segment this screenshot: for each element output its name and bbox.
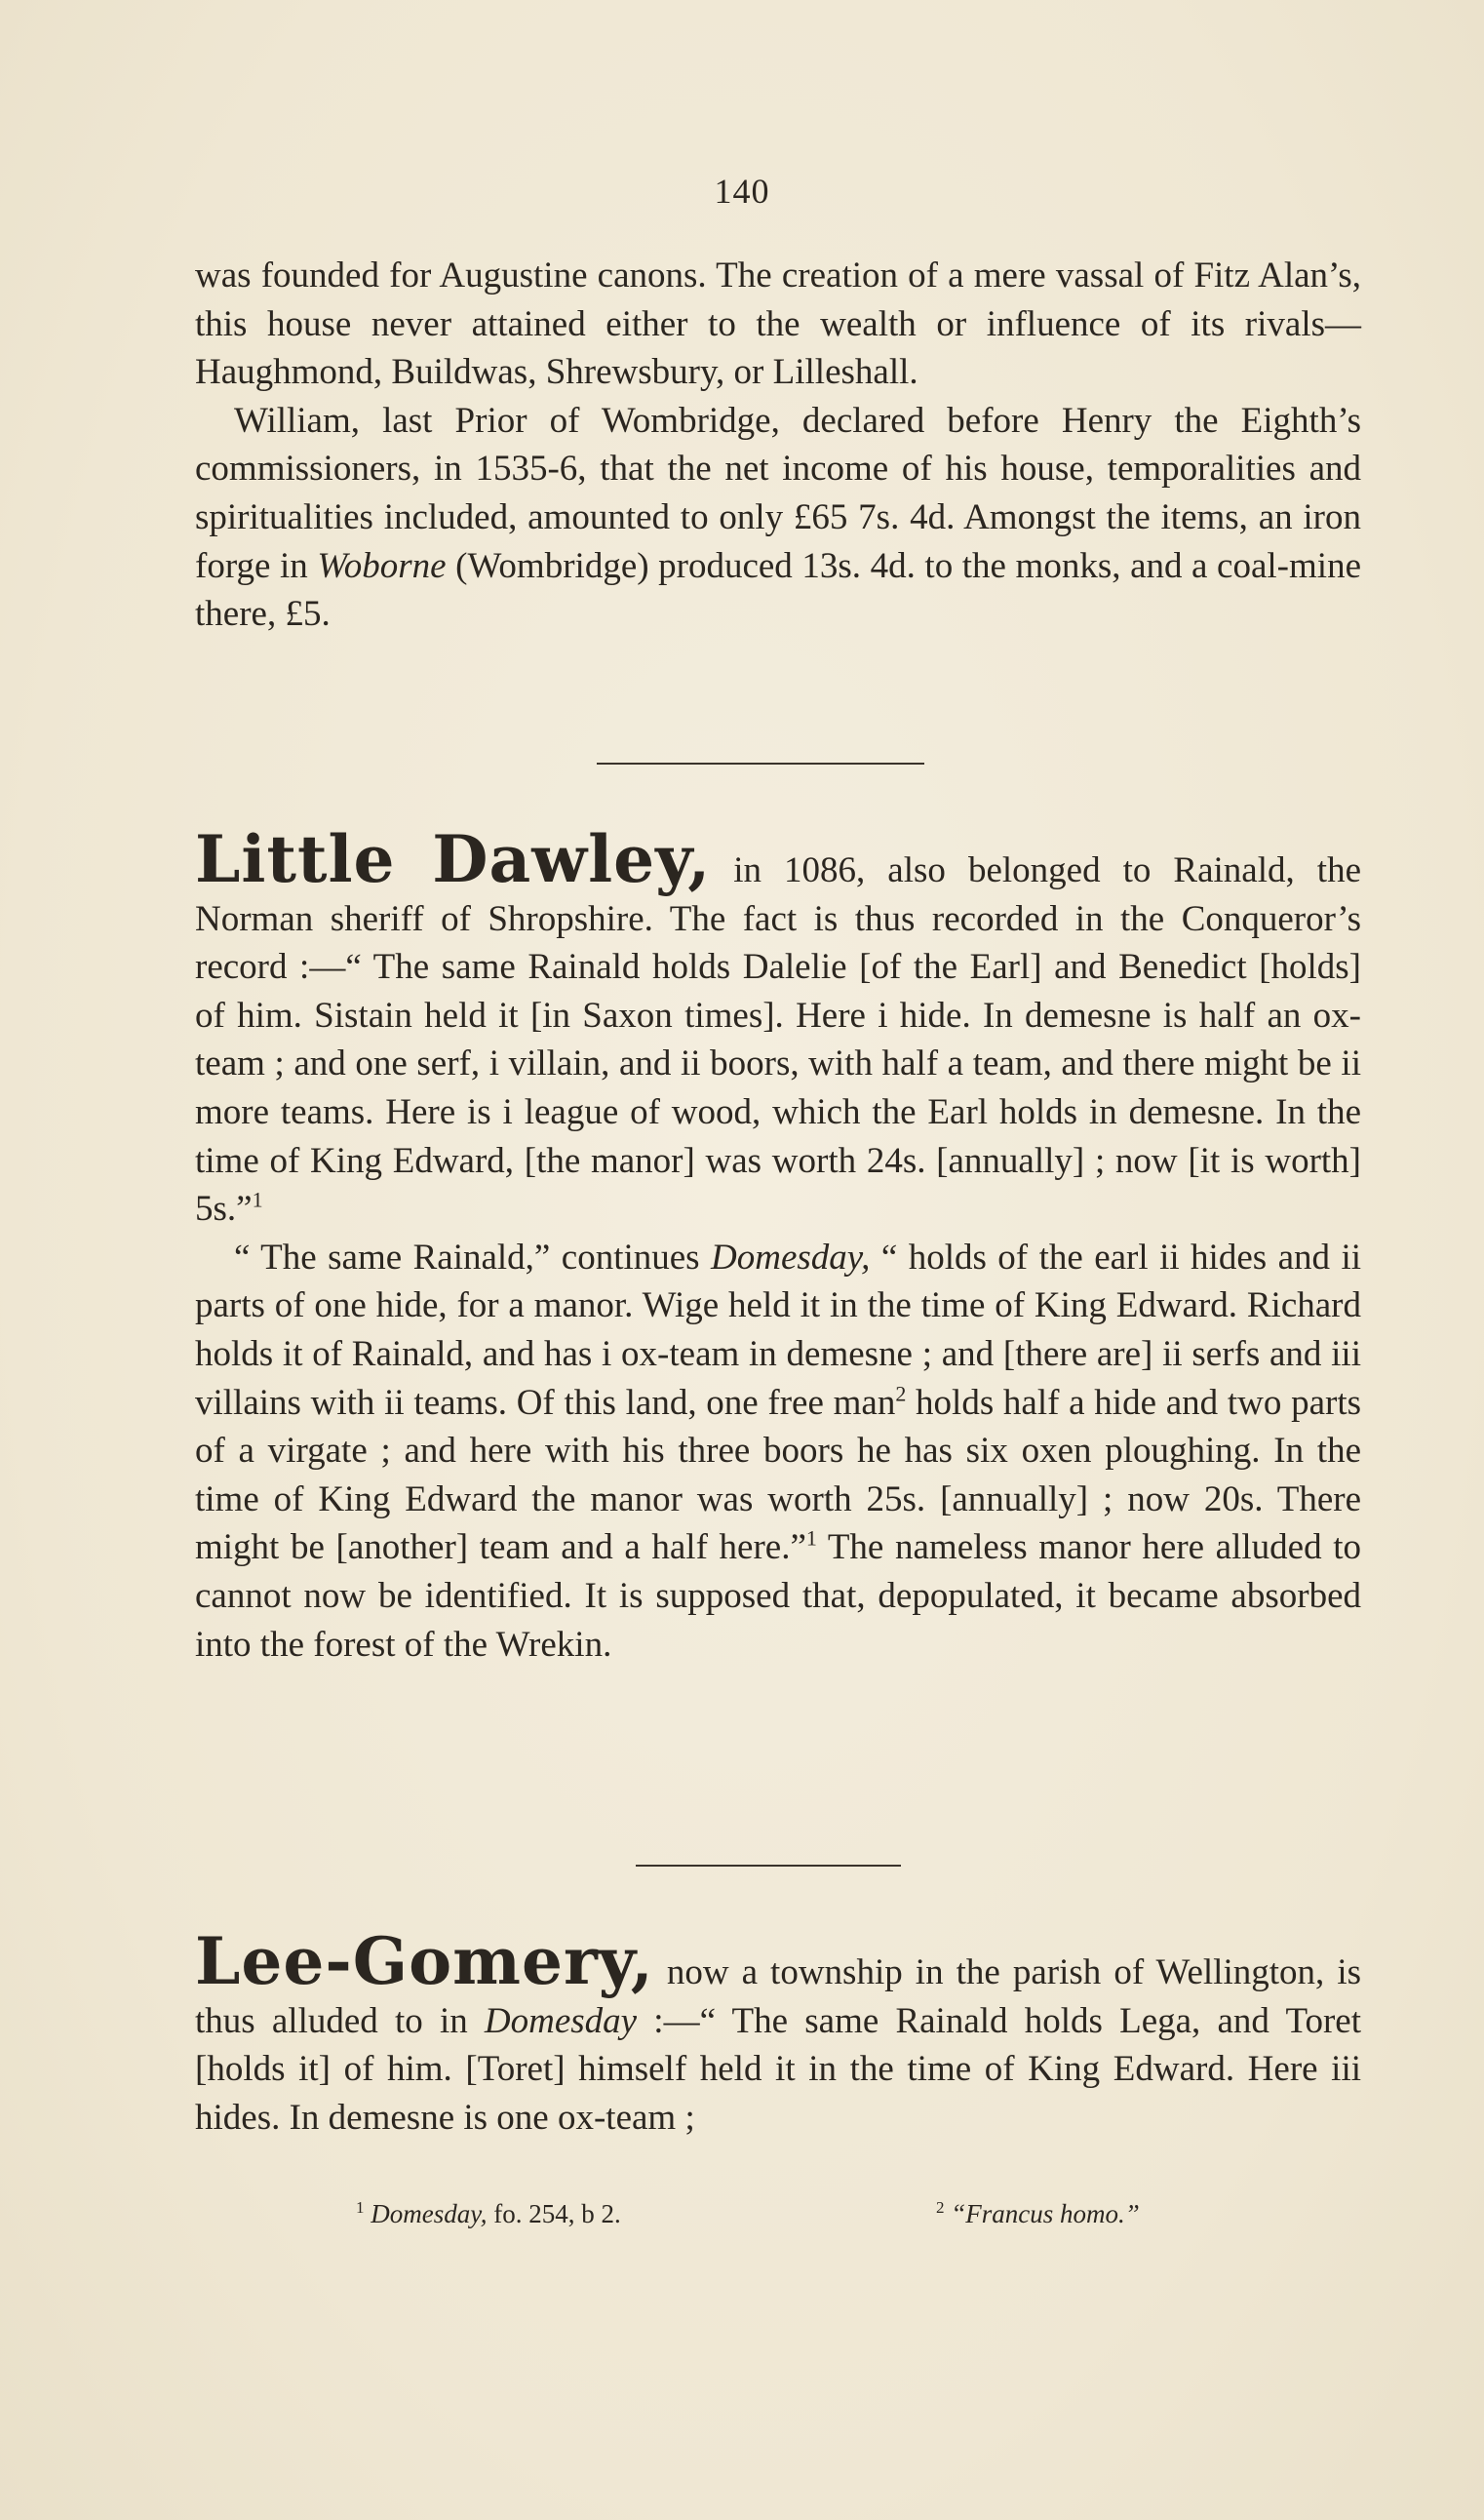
footnotes xyxy=(0,2199,1484,2238)
paragraph-text: :—“ The same Rainald holds Lega, and Toret [holds it] of him. [Toret] himself held it in the time of King Edward. Here iii hides. In demesne is one ox-team ; xyxy=(195,2000,1361,2138)
footnote-2 xyxy=(936,2199,1140,2229)
paragraph-text: “ holds of the earl ii hides and ii parts of one hide, for a manor. Wige held it in the time of King Edward. Richard holds it of Rainald, and has i ox-team in demesne ; and [there are] ii serfs and iii villains with ii teams. Of this land, one free man xyxy=(195,1237,1362,1423)
section-lee-gomery xyxy=(195,1923,1361,2142)
footnote-ref: 1 xyxy=(805,1525,817,1551)
section-heading: Little Dawley, xyxy=(195,821,712,897)
footnote-1 xyxy=(356,2199,621,2229)
paragraph xyxy=(195,1923,1361,2142)
footnote-italic: Domesday, xyxy=(371,2199,488,2228)
paragraph xyxy=(195,821,1361,1234)
paragraph-text: was founded for Augustine canons. The creation of a mere vassal of Fitz Alan’s, this house never attained either to the wealth or influence of its rivals—Haughmond, Buildwas, Shrewsbury, or Lilleshall. xyxy=(195,256,1361,393)
footnote-text: fo. 254, b 2. xyxy=(487,2199,621,2228)
paragraph-text: holds half a hide and two parts of a virgate ; and here with his three boors he has six oxen ploughing. In the time of King Edward the manor was worth 25s. [annually] ; now 20s. There might be [another] team and a half here.” xyxy=(195,1382,1361,1568)
footnote-text: “Francus homo.” xyxy=(951,2199,1140,2228)
paragraph xyxy=(195,397,1361,639)
page-number: 140 xyxy=(714,172,770,211)
footnote-ref: 1 xyxy=(252,1187,263,1212)
italic-title: Domesday, xyxy=(711,1237,871,1278)
footnote-number: 1 xyxy=(356,2198,365,2217)
paragraph-text: in 1086, also belonged to Rainald, the Norman sheriff of Shropshire. The fact is thus recorded in the Conqueror’s record :—“ The same Rainald holds Dalelie [of the Earl] and Benedict [holds] of him. Sistain held it [in Saxon times]. Here i hide. In demesne is half an ox-team ; and one serf, i villain, and ii boors, with half a team, and there might be ii more teams. Here is i league of wood, which the Earl holds in demesne. In the time of King Edward, [the manor] was worth 24s. [annually] ; now [it is worth] 5s.” xyxy=(195,850,1361,1230)
paragraph-text: William, last Prior of Wombridge, declared before Henry the Eighth’s commissioners, in 1535-6, that the net income of his house, temporalities and spiritualities included, amounted to only £65 7s. 4d. Amongst the items, an iron forge in xyxy=(195,400,1361,586)
paragraph xyxy=(195,252,1361,397)
footnote-ref: 2 xyxy=(895,1381,907,1406)
section-heading: Lee-Gomery, xyxy=(195,1923,654,1999)
paragraph-text: (Wombridge) produced 13s. 4d. to the monks, and a coal-mine there, £5. xyxy=(195,545,1361,635)
section-little-dawley xyxy=(195,821,1362,1669)
section-divider xyxy=(636,1865,901,1867)
section-wombridge xyxy=(195,252,1361,639)
section-divider xyxy=(597,763,924,765)
paragraph-text: now a township in the parish of Wellington, is thus alluded to in xyxy=(195,1952,1361,2041)
paragraph-text: The nameless manor here alluded to cannot now be identified. It is supposed that, depopulated, it became absorbed into the forest of the Wrekin. xyxy=(195,1527,1361,1665)
italic-title: Domesday xyxy=(484,2000,638,2041)
paragraph xyxy=(195,1234,1361,1669)
italic-place-name: Woborne xyxy=(317,545,447,586)
footnote-number: 2 xyxy=(936,2198,945,2217)
paragraph-text: “ The same Rainald,” continues xyxy=(234,1237,712,1278)
